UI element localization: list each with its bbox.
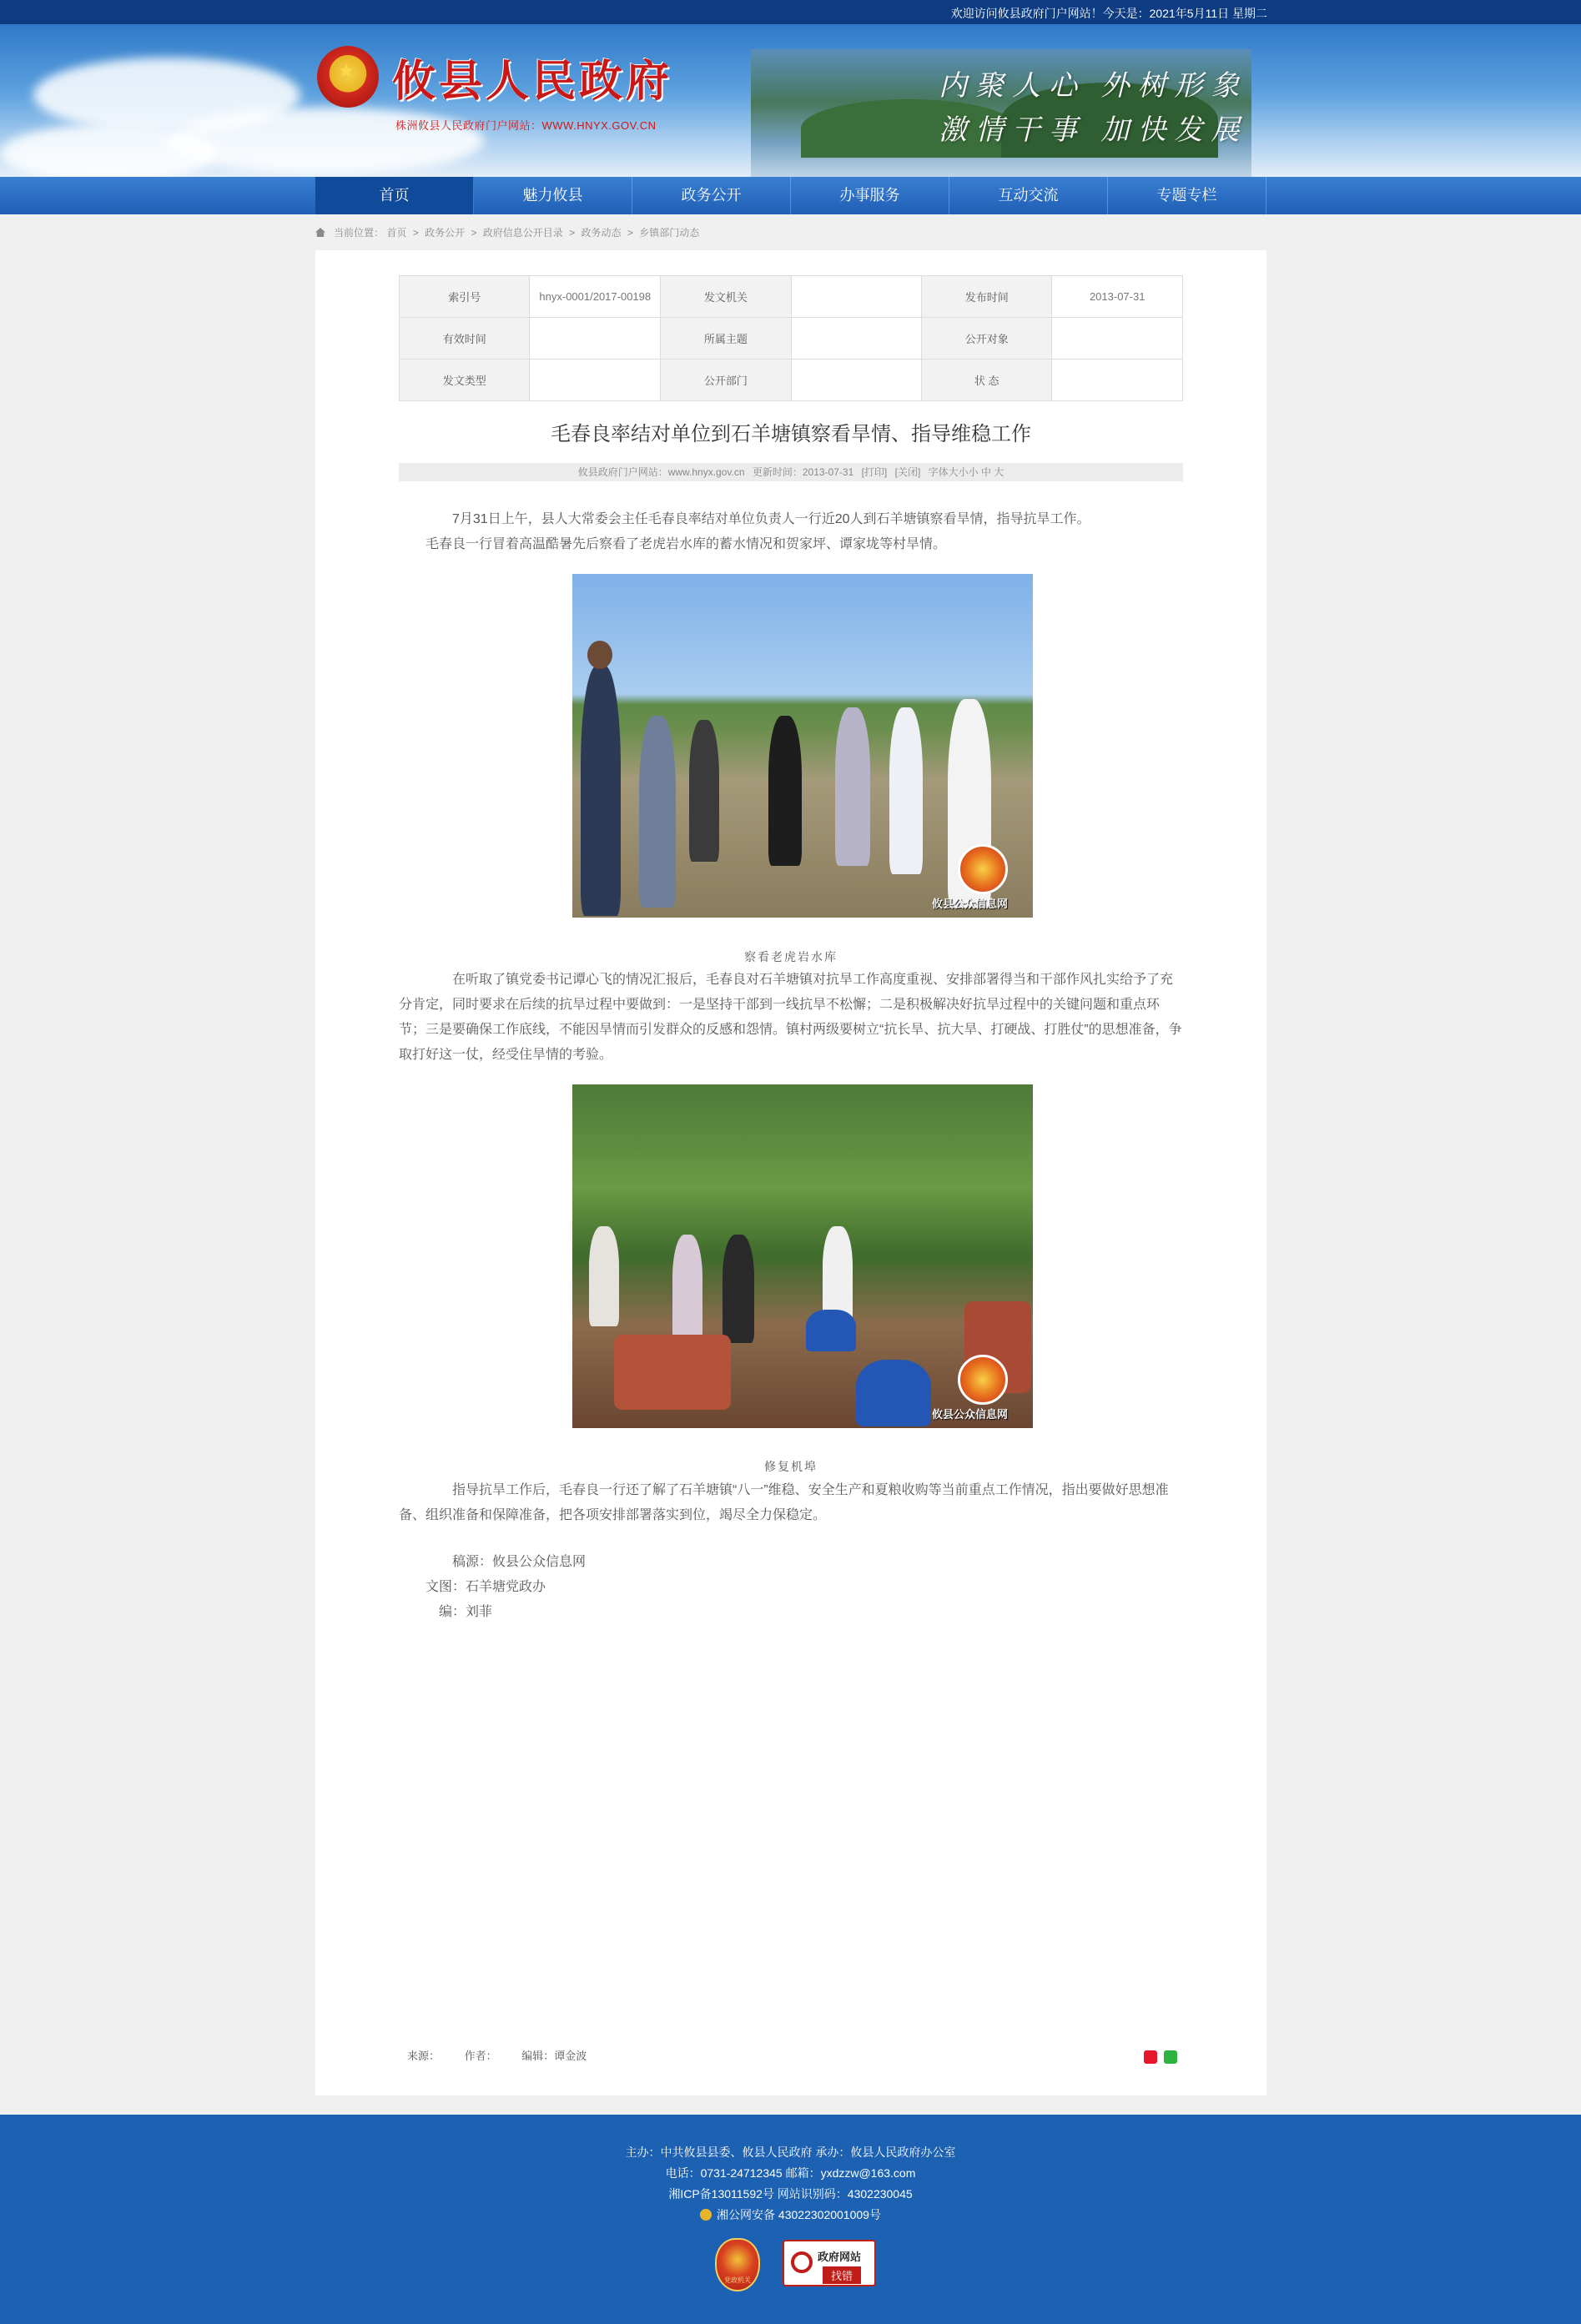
person-figure [589,1226,619,1326]
watermark-logo-icon [958,1355,1008,1405]
article-paragraph: 指导抗旱工作后，毛春良一行还了解了石羊塘镇“八一”维稳、安全生产和夏粮收购等当前重点工作情况，指出要做好思想准备、组织准备和保障准备，把各项安排部署落实到位，竭尽全力保稳定。 [399,1483,1169,1522]
person-figure [768,716,802,866]
meta-key: 发文类型 [400,360,530,401]
paragraph-line: 毛春良一行冒着高温酷暑先后察看了老虎岩水库的蓄水情况和贺家坪、谭家垅等村旱情。 [425,537,947,551]
find-error-label: 找错 [823,2266,861,2284]
site-footer [0,2115,1581,2324]
meta-key: 有效时间 [400,318,530,360]
worker-figure [806,1310,856,1351]
worker-figure [856,1360,931,1426]
meta-value [791,318,921,360]
photo-caption: 察看老虎岩水库 [744,952,838,964]
meta-key: 发布时间 [921,276,1051,318]
wechat-share-icon[interactable] [1164,2050,1177,2064]
article-info-bar [399,463,1183,481]
party-gov-badge-label: 党政机关 [724,2276,751,2284]
meta-value [530,360,661,401]
star-icon: ★ [338,60,355,81]
meta-value [1052,318,1183,360]
close-link[interactable]: [关闭] [894,466,921,478]
photo-watermark: 攸县公众信息网 [931,1408,1008,1421]
article-source: 攸县政府门户网站：www.hnyx.gov.cn [577,466,745,478]
watermark-logo-icon [958,844,1008,894]
meta-row [400,276,1183,318]
home-icon [315,228,325,237]
meta-row [400,318,1183,360]
photo-caption: 修复机埠 [764,1461,818,1474]
breadcrumb-link[interactable]: 政务公开 [425,227,466,239]
person-figure [835,707,870,866]
brick-pile [614,1335,731,1410]
breadcrumb-prefix: 当前位置： [334,227,385,239]
police-record-text[interactable]: 湘公网安备 43022302001009号 [717,2208,881,2221]
party-gov-badge[interactable] [715,2238,760,2291]
article-paragraph [399,507,1183,557]
content-panel [315,250,1266,2095]
header-banner [0,24,1581,177]
person-figure [581,666,621,916]
nav-item-home[interactable]: 首页 [315,177,474,214]
footer-organizer: 主办：中共攸县县委、攸县人民政府 承办：攸县人民政府办公室 [625,2145,956,2159]
credit-line: 编：刘菲 [439,1605,493,1619]
person-figure [889,707,923,874]
slogan-line-1: 内聚人心 外树形象 [939,71,1248,102]
article-paragraph: 在听取了镇党委书记谭心飞的情况汇报后，毛春良对石羊塘镇对抗旱工作高度重视、安排部署得当和干部作风扎实给予了充分肯定，同时要求在后续的抗旱过程中要做到：一是坚持干部到一线抗旱不松懈；二是积极解决好抗旱过程中的关键问题和重点环节；三是要确保工作底线，不能因旱情而引发群众的反感和怨情。镇村两级要树立“抗长旱、抗大旱、打硬战、打胜仗”的思想准备，争取打好这一仗，经受住旱情的考验。 [399,973,1182,1062]
photo-watermark: 攸县公众信息网 [931,898,1008,910]
breadcrumb-separator: > [569,227,576,239]
main-nav [0,177,1581,214]
breadcrumb [315,225,699,239]
nav-item-services[interactable]: 办事服务 [791,177,949,214]
top-bar [0,0,1581,24]
breadcrumb-separator: > [471,227,477,239]
breadcrumb-link[interactable]: 乡镇部门动态 [639,227,700,239]
credit-line: 文图：石羊塘党政办 [425,1580,546,1594]
meta-row [400,360,1183,401]
cloud-decoration [0,124,217,177]
article-photo [572,574,1033,918]
article-credits [399,1550,1183,1625]
slogan-line-2: 激情干事 加快发展 [939,115,1248,146]
meta-key: 公开部门 [661,360,791,401]
weibo-share-icon[interactable] [1144,2050,1157,2064]
font-size-control[interactable]: 字体大小小 中 大 [928,466,1004,478]
police-badge-icon [700,2209,712,2221]
find-error-title: 政府网站 [818,2251,862,2263]
meta-value [530,318,661,360]
find-error-badge[interactable] [783,2240,876,2286]
person-figure [639,716,676,908]
breadcrumb-link[interactable]: 政务动态 [581,227,622,239]
site-title[interactable]: 攸县人民政府 [392,58,673,106]
breadcrumb-link[interactable]: 政府信息公开目录 [482,227,563,239]
article-footer-meta [407,2047,608,2063]
meta-key: 发文机关 [661,276,791,318]
meta-value [1052,360,1183,401]
article-title: 毛春良率结对单位到石羊塘镇察看旱情、指导维稳工作 [551,423,1031,445]
footer-icp: 湘ICP备13011592号 网站识别码：4302230045 [668,2187,913,2201]
source-label: 来源： [407,2050,441,2062]
article-updated: 更新时间：2013-07-31 [752,466,854,478]
author-label: 作者： [464,2050,497,2062]
meta-key: 公开对象 [921,318,1051,360]
meta-key: 索引号 [400,276,530,318]
editor-label: 编辑：谭金波 [521,2050,587,2062]
meta-key: 所属主题 [661,318,791,360]
meta-value [791,360,921,401]
breadcrumb-separator: > [412,227,419,239]
credit-line: 稿源：攸县公众信息网 [452,1555,587,1569]
breadcrumb-separator: > [627,227,633,239]
breadcrumb-link[interactable]: 首页 [386,227,407,239]
footer-police-record [0,2206,1581,2223]
article-photo [572,1084,1033,1428]
meta-value: 2013-07-31 [1052,276,1183,318]
nav-item-gov-affairs[interactable]: 政务公开 [632,177,791,214]
site-subtitle: 株洲攸县人民政府门户网站：WWW.HNYX.GOV.CN [395,119,657,132]
person-head [587,641,612,669]
meta-value [791,276,921,318]
nav-item-charm[interactable]: 魅力攸县 [474,177,632,214]
person-figure [689,720,719,862]
document-meta-table [399,275,1183,401]
paragraph-line: 7月31日上午，县人大常委会主任毛春良率结对单位负责人一行近20人到石羊塘镇察看旱情，指导抗旱工作。 [452,512,1090,526]
meta-value: hnyx-0001/2017-00198 [530,276,661,318]
meta-key: 状 态 [921,360,1051,401]
person-figure [672,1235,702,1343]
nav-item-topics[interactable]: 专题专栏 [1108,177,1266,214]
person-figure [723,1235,754,1343]
magnifier-icon [791,2251,813,2273]
nav-item-interaction[interactable]: 互动交流 [949,177,1108,214]
footer-contact: 电话：0731-24712345 邮箱：yxdzzw@163.com [665,2166,916,2180]
welcome-text: 欢迎访问攸县政府门户网站！今天是：2021年5月11日 星期二 [950,7,1267,20]
print-link[interactable]: [打印] [861,466,888,478]
